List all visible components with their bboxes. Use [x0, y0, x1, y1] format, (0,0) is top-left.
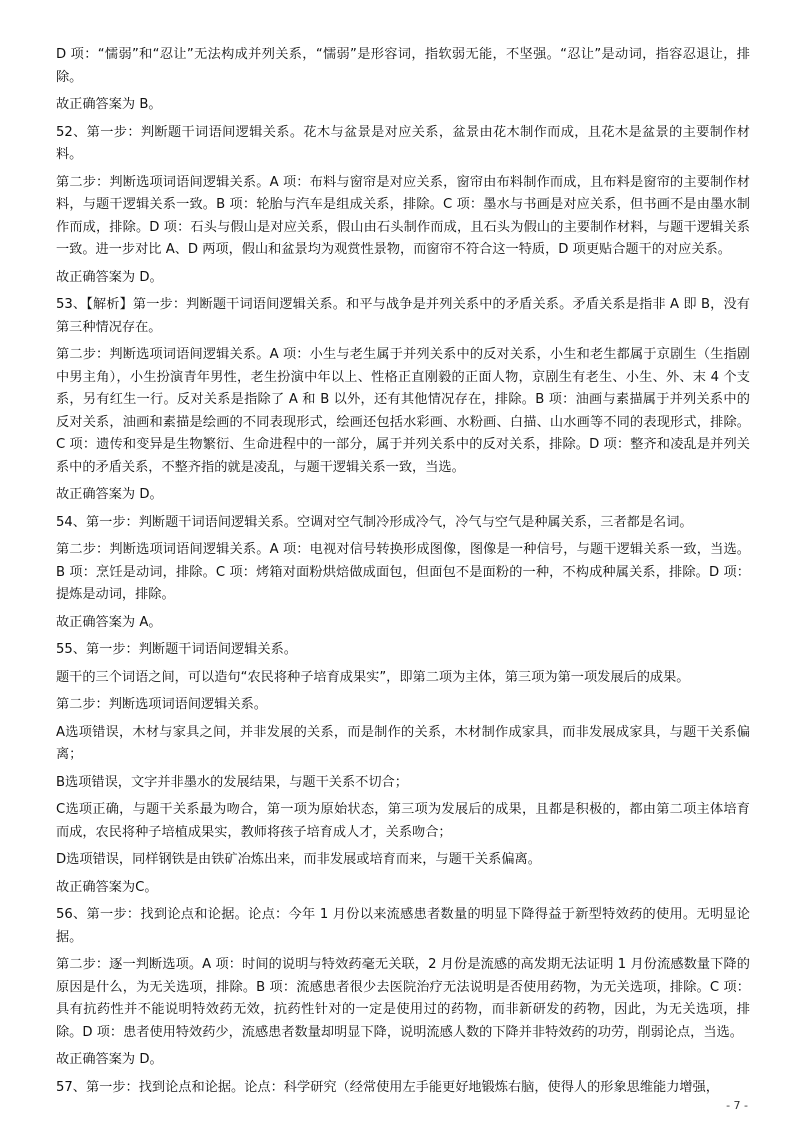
paragraph: 第二步：判断选项词语间逻辑关系。A 项：小生与老生属于并列关系中的反对关系，小生和老生都属于京剧生（生指剧中男主角），小生扮演青年男性，老生扮演中年以上、性格正直刚毅的正面人物，京剧生有老生、小生、外、末 4 个支系，另有红生一行。反对关系是指除了 A 和 B 以外，还有其他情况存在，排除。B 项：油画与素描属于并列关系中的反对关系，油画和素描是绘画的不同表现形式，绘画还包括水彩画、水粉画、白描、山水画等不同的表现形式，排除。C 项：遗传和变异是生物繁衍、生命进程中的一部分，属于并列关系中的反对关系，排除。D 项：整齐和凌乱是并列关系中的矛盾关系，不整齐指的就是凌乱，与题干逻辑关系一致，当选。	[56, 347, 750, 475]
paragraph: 56、第一步：找到论点和论据。论点：今年 1 月份以来流感患者数量的明显下降得益于新型特效药的使用。无明显论据。	[56, 907, 750, 945]
option-paragraph: B选项错误，文字并非墨水的发展结果，与题干关系不切合；	[56, 774, 408, 790]
answer-line: 故正确答案为C。	[56, 879, 158, 895]
paragraph: 第二步：逐一判断选项。A 项：时间的说明与特效药毫无关联，2 月份是流感的高发期无法证明 1 月份流感数量下降的原因是什么，为无关选项，排除。B 项：流感患者很少去医院治疗无法说明是否使用药物，为无关选项，排除。C 项：具有抗药性并不能说明特效药无效，抗药性针对的一定是使用过的药物，而非新研发的药物，因此，为无关选项，排除。D 项：患者使用特效药少，流感患者数量却明显下降，说明流感人数的下降并非特效药的功劳，削弱论点，当选。	[56, 957, 750, 1040]
paragraph: 第二步：判断选项词语间逻辑关系。	[56, 697, 267, 712]
answer-line: 故正确答案为 D。	[56, 1052, 163, 1067]
paragraph: 52、第一步：判断题干词语间逻辑关系。花木与盆景是对应关系，盆景由花木制作而成，且花木是盆景的主要制作材料。	[56, 124, 750, 162]
document-body	[56, 44, 750, 1104]
option-paragraph: C选项正确，与题干关系最为吻合，第一项为原始状态，第三项为发展后的成果，且都是积极的，都由第二项主体培育而成，农民将种子培植成果实，教师将孩子培育成人才，关系吻合；	[56, 802, 750, 840]
answer-line: 故正确答案为 D。	[56, 269, 163, 285]
answer-line: 故正确答案为 B。	[56, 97, 162, 112]
answer-line: 故正确答案为 A。	[56, 614, 162, 630]
paragraph: 54、第一步：判断题干词语间逻辑关系。空调对空气制冷形成冷气，冷气与空气是种属关系，三者都是名词。	[56, 514, 693, 530]
option-paragraph: D选项错误，同样钢铁是由铁矿冶炼出来，而非发展或培育而来，与题干关系偏离。	[56, 852, 541, 867]
page-number: - 7 -	[726, 1099, 748, 1112]
paragraph: 55、第一步：判断题干词语间逻辑关系。	[56, 642, 297, 657]
paragraph: 题干的三个词语之间，可以造句“农民将种子培育成果实”，即第二项为主体，第三项为第一项发展后的成果。	[56, 669, 690, 685]
paragraph: 53、【解析】第一步：判断题干词语间逻辑关系。和平与战争是并列关系中的矛盾关系。矛盾关系是指非 A 即 B，没有第三种情况存在。	[56, 297, 750, 335]
paragraph: 第二步：判断选项词语间逻辑关系。A 项：电视对信号转换形成图像，图像是一种信号，与题干逻辑关系一致，当选。B 项：烹饪是动词，排除。C 项：烤箱对面粉烘焙做成面包，但面包不是面粉的一种，不构成种属关系，排除。D 项：提炼是动词，排除。	[56, 542, 750, 602]
paragraph: 第二步：判断选项词语间逻辑关系。A 项：布料与窗帘是对应关系，窗帘由布料制作而成，且布料是窗帘的主要制作材料，与题干逻辑关系一致。B 项：轮胎与汽车是组成关系，排除。C 项：墨水与书画是对应关系，但书画不是由墨水制作而成，排除。D 项：石头与假山是对应关系，假山由石头制作而成，且石头为假山的主要制作材料，与题干逻辑关系一致。进一步对比 A、D 两项，假山和盆景均为观赏性景物，而窗帘不符合这一特质，D 项更贴合题干的对应关系。	[56, 174, 750, 257]
answer-line: 故正确答案为 D。	[56, 487, 163, 502]
paragraph: D 项：“懦弱”和“忍让”无法构成并列关系，“懦弱”是形容词，指软弱无能，不坚强。“忍让”是动词，指容忍退让，排除。	[56, 47, 750, 85]
option-paragraph: A选项错误，木材与家具之间，并非发展的关系，而是制作的关系，木材制作成家具，而非发展成家具，与题干关系偏离；	[56, 724, 750, 762]
paragraph: 57、第一步：找到论点和论据。论点：科学研究（经常使用左手能更好地锻炼右脑，使得人的形象思维能力增强，	[56, 1079, 719, 1095]
